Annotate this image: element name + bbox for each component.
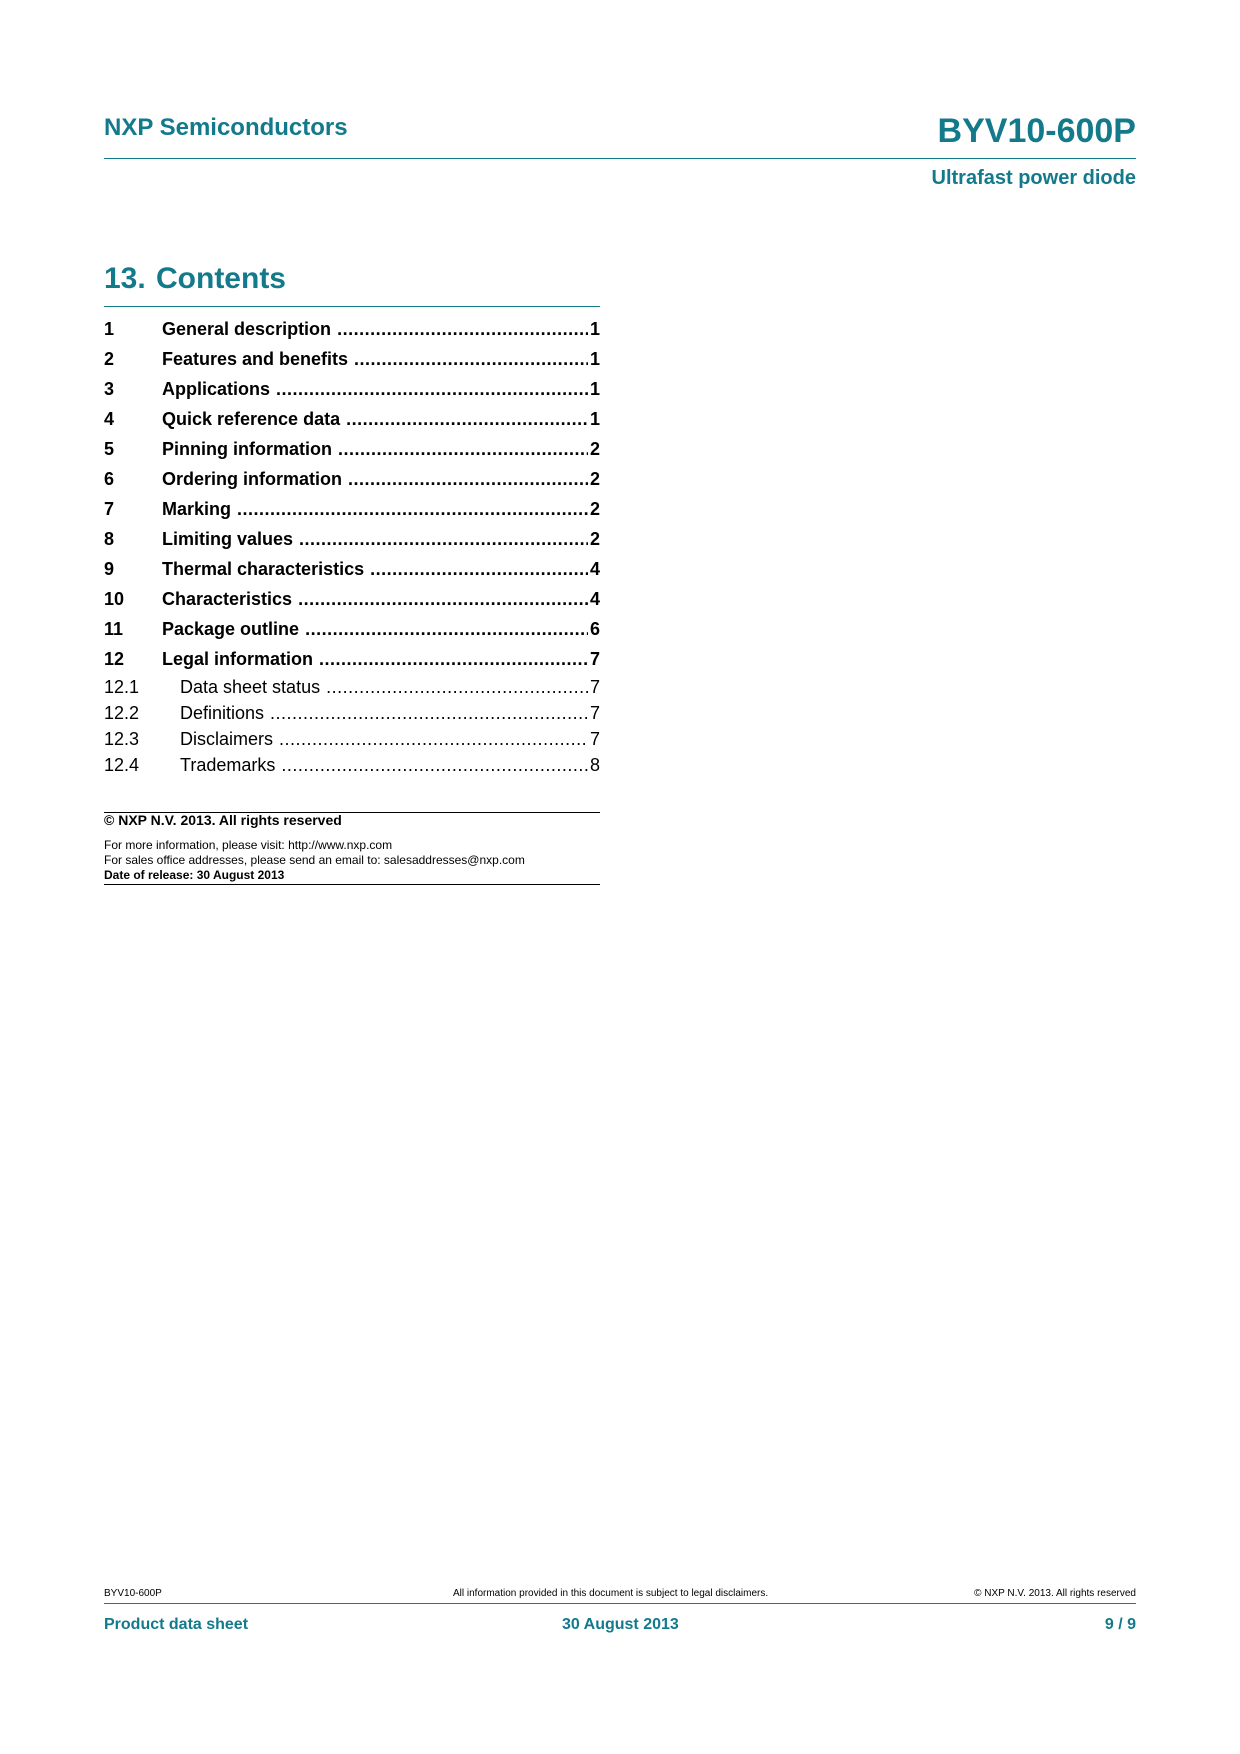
toc-entry[interactable] <box>104 614 600 644</box>
sales-info-text: For sales office addresses, please send an email to: salesaddresses@nxp.com <box>104 853 525 867</box>
contents-divider <box>104 306 600 307</box>
toc-entry-title: Applications <box>162 379 271 399</box>
footer-doc-type: Product data sheet <box>104 1616 249 1633</box>
toc-entry-number: 4 <box>104 409 115 429</box>
footer-disclaimer: All information provided in this document is subject to legal disclaimers. <box>453 1588 769 1599</box>
toc-entry-page: 7 <box>589 703 600 723</box>
toc-entry-title: Legal information <box>162 649 314 669</box>
toc-entry[interactable] <box>104 524 600 554</box>
toc-entry-number: 12.4 <box>104 755 140 775</box>
company-name: NXP Semiconductors <box>104 114 348 141</box>
toc-dot-leader <box>276 374 588 404</box>
toc-entry-page: 2 <box>589 469 600 489</box>
contents-section-number: 13. <box>104 262 146 295</box>
toc-entry-number: 1 <box>104 319 115 339</box>
toc-entry[interactable] <box>104 374 600 404</box>
toc-entry-page: 4 <box>589 589 600 609</box>
product-subtitle: Ultrafast power diode <box>931 167 1136 189</box>
toc-entry-number: 9 <box>104 559 115 579</box>
toc-entry[interactable] <box>104 752 600 778</box>
toc-entry-number: 10 <box>104 589 125 609</box>
toc-entry-title: Pinning information <box>162 439 332 459</box>
toc-entry-page: 6 <box>589 619 600 639</box>
toc-entry-number: 2 <box>104 349 115 369</box>
footer-page-number: 9 / 9 <box>1104 1616 1136 1633</box>
toc-entry-page: 7 <box>589 729 600 749</box>
copyright-notice: © NXP N.V. 2013. All rights reserved <box>104 812 342 828</box>
toc-entry[interactable] <box>104 314 600 344</box>
toc-entry-title: Package outline <box>162 619 300 639</box>
table-of-contents <box>104 314 600 778</box>
toc-entry-number: 12.2 <box>104 703 140 723</box>
toc-entry-title: Thermal characteristics <box>162 559 365 579</box>
toc-dot-leader <box>354 344 588 374</box>
contents-heading <box>104 262 286 296</box>
toc-entry-page: 2 <box>589 529 600 549</box>
footer-divider <box>104 1603 1136 1604</box>
toc-dot-leader <box>337 314 588 344</box>
toc-dot-leader <box>326 674 588 700</box>
toc-entry-title: Data sheet status <box>180 677 321 697</box>
toc-entry-page: 1 <box>589 319 600 339</box>
toc-dot-leader <box>370 554 588 584</box>
toc-entry-number: 12.1 <box>104 677 140 697</box>
toc-entry[interactable] <box>104 674 600 700</box>
toc-entry-page: 1 <box>589 349 600 369</box>
toc-dot-leader <box>346 404 588 434</box>
toc-entry-number: 8 <box>104 529 115 549</box>
toc-entry-title: Definitions <box>180 703 265 723</box>
toc-entry[interactable] <box>104 584 600 614</box>
toc-entry[interactable] <box>104 494 600 524</box>
copyright-box-bottom-rule <box>104 884 600 885</box>
toc-entry-page: 1 <box>589 409 600 429</box>
toc-entry-page: 2 <box>589 439 600 459</box>
toc-dot-leader <box>270 700 588 726</box>
toc-dot-leader <box>348 464 588 494</box>
toc-dot-leader <box>279 726 588 752</box>
toc-entry-page: 4 <box>589 559 600 579</box>
toc-entry-number: 5 <box>104 439 115 459</box>
toc-entry-number: 12.3 <box>104 729 140 749</box>
toc-dot-leader <box>319 644 588 674</box>
toc-entry-title: Trademarks <box>180 755 276 775</box>
toc-dot-leader <box>281 752 588 778</box>
toc-entry-number: 6 <box>104 469 115 489</box>
toc-entry-page: 1 <box>589 379 600 399</box>
toc-entry[interactable] <box>104 554 600 584</box>
toc-entry-page: 7 <box>589 677 600 697</box>
toc-entry-page: 2 <box>589 499 600 519</box>
part-number: BYV10-600P <box>937 112 1136 150</box>
toc-entry-number: 11 <box>104 619 124 639</box>
toc-entry[interactable] <box>104 404 600 434</box>
toc-entry-title: Characteristics <box>162 589 293 609</box>
toc-dot-leader <box>299 524 588 554</box>
toc-entry[interactable] <box>104 344 600 374</box>
toc-entry-title: Features and benefits <box>162 349 349 369</box>
contents-section-title: Contents <box>156 262 286 295</box>
toc-entry-title: Disclaimers <box>180 729 274 749</box>
footer-date: 30 August 2013 <box>562 1616 679 1633</box>
more-info-text: For more information, please visit: http://www.nxp.com <box>104 838 393 852</box>
toc-dot-leader <box>338 434 588 464</box>
toc-entry[interactable] <box>104 434 600 464</box>
toc-entry-page: 8 <box>589 755 600 775</box>
toc-dot-leader <box>305 614 588 644</box>
header-divider <box>104 158 1136 159</box>
footer-doc-id: BYV10-600P <box>104 1588 162 1599</box>
toc-entry[interactable] <box>104 700 600 726</box>
release-date: Date of release: 30 August 2013 <box>104 868 285 882</box>
toc-entry[interactable] <box>104 464 600 494</box>
toc-entry-title: Marking <box>162 499 232 519</box>
toc-entry-title: Ordering information <box>162 469 342 489</box>
toc-entry-title: Limiting values <box>162 529 294 549</box>
toc-entry[interactable] <box>104 726 600 752</box>
footer-copyright: © NXP N.V. 2013. All rights reserved <box>974 1588 1136 1599</box>
toc-entry-title: Quick reference data <box>162 409 341 429</box>
toc-entry[interactable] <box>104 644 600 674</box>
toc-dot-leader <box>237 494 588 524</box>
toc-entry-number: 3 <box>104 379 115 399</box>
toc-entry-page: 7 <box>589 649 600 669</box>
toc-dot-leader <box>298 584 588 614</box>
toc-entry-number: 7 <box>104 499 115 519</box>
toc-entry-number: 12 <box>104 649 125 669</box>
toc-entry-title: General description <box>162 319 332 339</box>
